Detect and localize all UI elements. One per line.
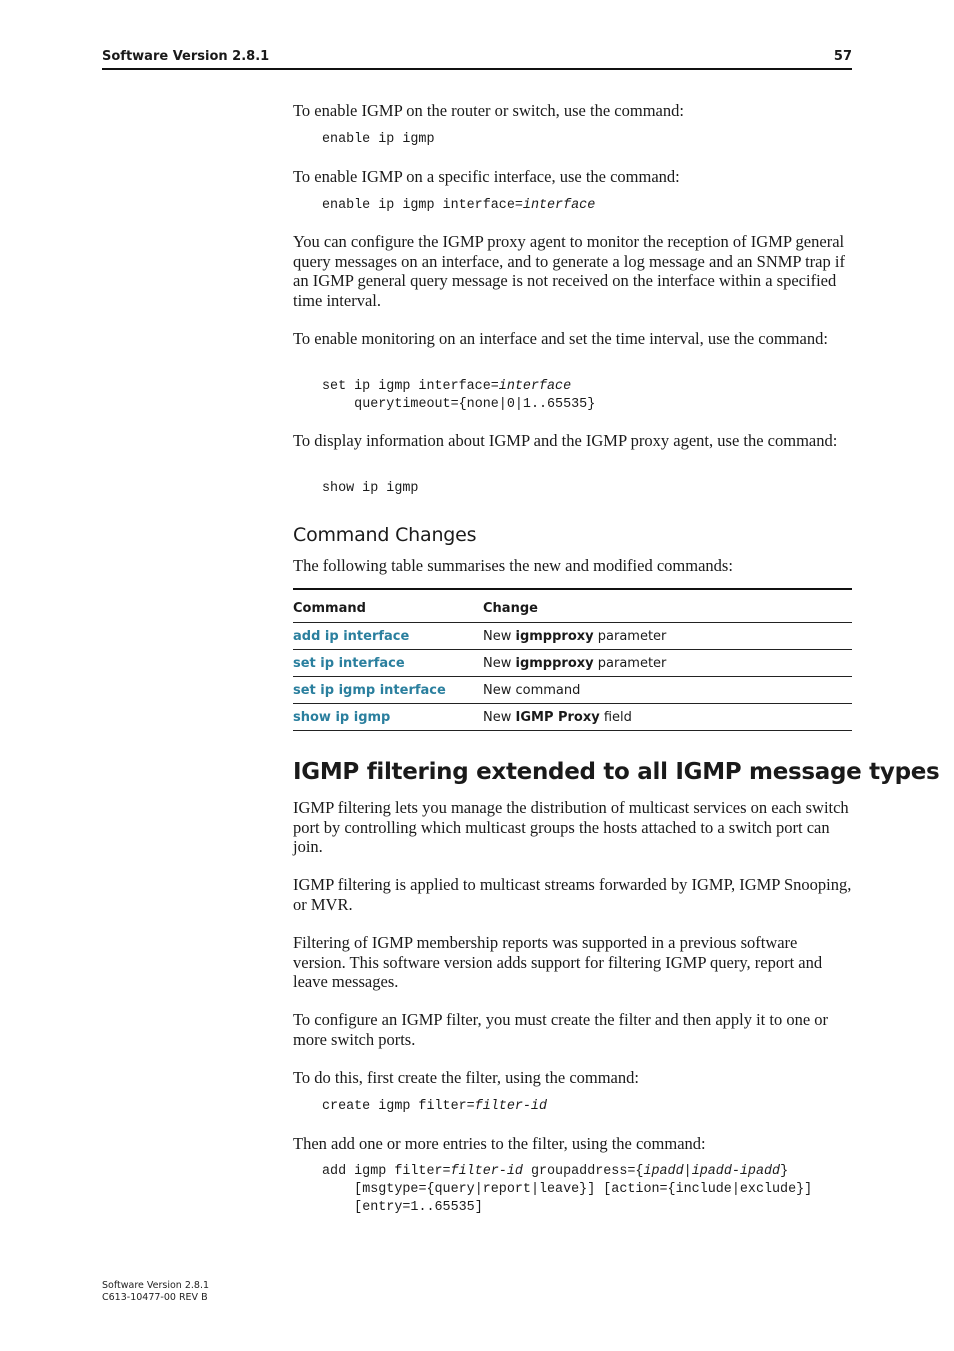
column-header-change: Change [483,600,538,616]
command-cell [293,677,483,704]
code-text: [entry=1..65535] [354,1200,483,1215]
table-row [293,677,852,704]
command-link[interactable]: show ip igmp [293,709,391,725]
table-row [293,650,852,677]
code-text: } [780,1164,789,1179]
page-footer [102,1280,209,1304]
change-cell [483,677,852,704]
paragraph-enable-interface: To enable IGMP on a specific interface, use the command: [293,167,680,186]
change-text: New [483,628,516,644]
paragraph-proxy-agent: You can configure the IGMP proxy agent to monitor the reception of IGMP general query messages on an interface, and to generate a log message and an SNMP trap if an IGMP general query message is not received on the interface within a specified time interval. [293,232,845,310]
command-cell [293,623,483,650]
page-header [102,48,852,70]
paragraph-display-info: To display information about IGMP and the IGMP proxy agent, use the command: [293,431,838,450]
paragraph-configure-filter: To configure an IGMP filter, you must create the filter and then apply it to one or more switch ports. [293,1010,829,1049]
heading-command-changes: Command Changes [293,524,477,546]
page-number: 57 [833,49,852,64]
command-link[interactable]: add ip interface [293,628,410,644]
paragraph-filtering-applied: IGMP filtering is applied to multicast streams forwarded by IGMP, IGMP Snooping, or MVR. [293,875,852,914]
command-link[interactable]: set ip igmp interface [293,682,446,698]
column-header-command: Command [293,600,366,616]
paragraph-filtering-intro: IGMP filtering lets you manage the distribution of multicast services on each switch port by controlling which multicast groups the hosts attached to a switch port can join. [293,798,849,856]
code-text: querytimeout={none|0|1..65535} [354,397,596,412]
paragraph-enable-igmp: To enable IGMP on the router or switch, use the command: [293,101,684,120]
command-cell [293,650,483,677]
code-text: | [683,1164,692,1179]
code-text: [msgtype={query|report|leave}] [action={include|exclude}] [354,1182,813,1197]
code-param: ipadd [643,1164,684,1179]
footer-doc-id: C613-10477-00 REV B [102,1292,208,1303]
code-show-ip-igmp: show ip igmp [322,481,419,496]
code-enable-ip-igmp: enable ip igmp [322,132,435,147]
heading-igmp-filtering: IGMP filtering extended to all IGMP message types [293,759,940,785]
header-title: Software Version 2.8.1 [102,49,270,64]
paragraph-filtering-reports: Filtering of IGMP membership reports was supported in a previous software version. This software version adds support for filtering IGMP query, report and leave messages. [293,933,823,991]
code-text: create igmp filter= [322,1099,475,1114]
code-param: interface [498,379,572,394]
change-text: field [599,709,632,725]
footer-version: Software Version 2.8.1 [102,1280,210,1291]
change-bold: igmpproxy [515,655,594,671]
paragraph-table-intro: The following table summarises the new and modified commands: [293,556,733,575]
code-text: enable ip igmp interface= [322,198,523,213]
table-row [293,623,852,650]
table-header-row [293,589,852,623]
code-param: ipadd-ipadd [691,1164,781,1179]
command-cell [293,704,483,731]
paragraph-create-filter: To do this, first create the filter, using the command: [293,1068,639,1087]
change-bold: IGMP Proxy [515,709,600,725]
paragraph-add-entries: Then add one or more entries to the filter, using the command: [293,1134,706,1153]
code-text: groupaddress={ [522,1164,644,1179]
command-link[interactable]: set ip interface [293,655,405,671]
change-cell [483,623,852,650]
change-text: parameter [593,628,667,644]
change-cell [483,704,852,731]
command-changes-table [293,588,852,731]
change-bold: igmpproxy [515,628,594,644]
code-set-ip-igmp [322,378,595,414]
code-text: add igmp filter= [322,1164,451,1179]
change-text: New command [483,682,581,698]
code-create-igmp-filter [322,1098,547,1116]
code-text: set ip igmp interface= [322,379,499,394]
change-cell [483,650,852,677]
change-text: New [483,709,516,725]
change-text: New [483,655,516,671]
code-param: filter-id [474,1099,548,1114]
change-text: parameter [593,655,667,671]
code-param: interface [522,198,596,213]
code-enable-interface [322,197,595,215]
code-param: filter-id [450,1164,523,1179]
code-add-igmp-filter [322,1163,812,1217]
table-row [293,704,852,731]
paragraph-monitoring: To enable monitoring on an interface and set the time interval, use the command: [293,329,828,348]
